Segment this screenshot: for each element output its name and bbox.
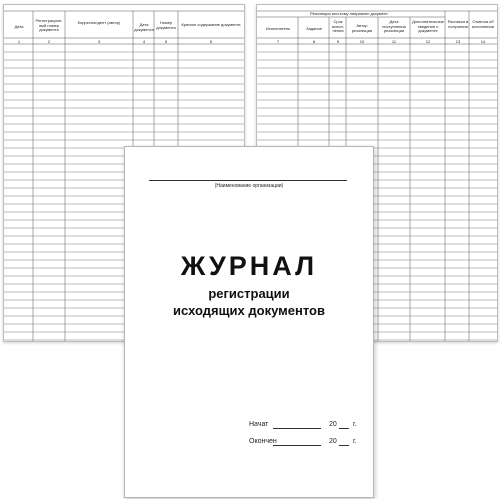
start-year-blank: [339, 428, 349, 429]
organization-name-caption: (Наименование организации): [214, 183, 284, 189]
right-col-header-7: Исполнитель: [265, 26, 291, 31]
left-col-number-3: 3: [97, 39, 101, 44]
left-col-header-4: Дата документа: [134, 22, 154, 32]
right-col-number-14: 14: [480, 39, 486, 44]
right-col-header-14: Отметка об исполнении: [472, 19, 494, 29]
right-col-header-8: Задание: [306, 26, 322, 31]
left-col-header-6: Краткое содержание документа: [181, 22, 241, 27]
right-col-header-12: Дополнительные сведения о документе: [412, 19, 444, 34]
start-date-blank: [273, 428, 321, 429]
left-col-header-2: Регистрацион-ный номер документа: [35, 18, 63, 33]
right-col-number-12: 12: [425, 39, 431, 44]
start-date-label: Начат: [249, 421, 269, 428]
right-col-number-7: 7: [276, 39, 280, 44]
left-col-header-5: Номер документа: [156, 20, 176, 30]
left-col-number-5: 5: [164, 39, 168, 44]
left-col-header-3: Корреспондент (автор): [77, 20, 121, 25]
cover-subtitle-line-2: исходящих документов: [173, 303, 325, 318]
right-col-header-9: Срок испол-нения: [331, 19, 345, 34]
end-year-blank: [339, 445, 349, 446]
organization-name-line: [149, 180, 347, 181]
start-date-row: [249, 419, 369, 433]
left-col-number-2: 2: [47, 39, 51, 44]
journal-cover: [124, 146, 374, 498]
left-col-number-4: 4: [142, 39, 146, 44]
right-col-header-11: Дата поступления резолюции: [382, 19, 406, 34]
left-col-header-1: Дата: [14, 24, 24, 29]
right-col-number-11: 11: [391, 39, 397, 44]
resolution-group-header: Резолюция или кому направлен документ: [310, 11, 388, 16]
right-col-number-10: 10: [359, 39, 365, 44]
right-col-number-13: 13: [455, 39, 461, 44]
cover-subtitle-line-1: регистрации: [208, 286, 290, 301]
end-year-suffix: г.: [353, 438, 357, 445]
left-col-number-6: 6: [209, 39, 213, 44]
cover-title: ЖУРНАЛ: [180, 251, 318, 281]
left-col-number-1: 1: [17, 39, 21, 44]
right-col-number-9: 9: [336, 39, 340, 44]
end-date-blank: [273, 445, 321, 446]
right-col-header-13: Расписка в получении: [447, 19, 469, 29]
right-col-number-8: 8: [312, 39, 316, 44]
right-col-header-10: Автор резолюции: [351, 23, 373, 33]
start-year-prefix: 20: [329, 421, 337, 428]
end-date-row: [249, 436, 369, 450]
end-year-prefix: 20: [329, 438, 337, 445]
end-date-label: Окончен: [249, 438, 277, 445]
start-year-suffix: г.: [353, 421, 357, 428]
